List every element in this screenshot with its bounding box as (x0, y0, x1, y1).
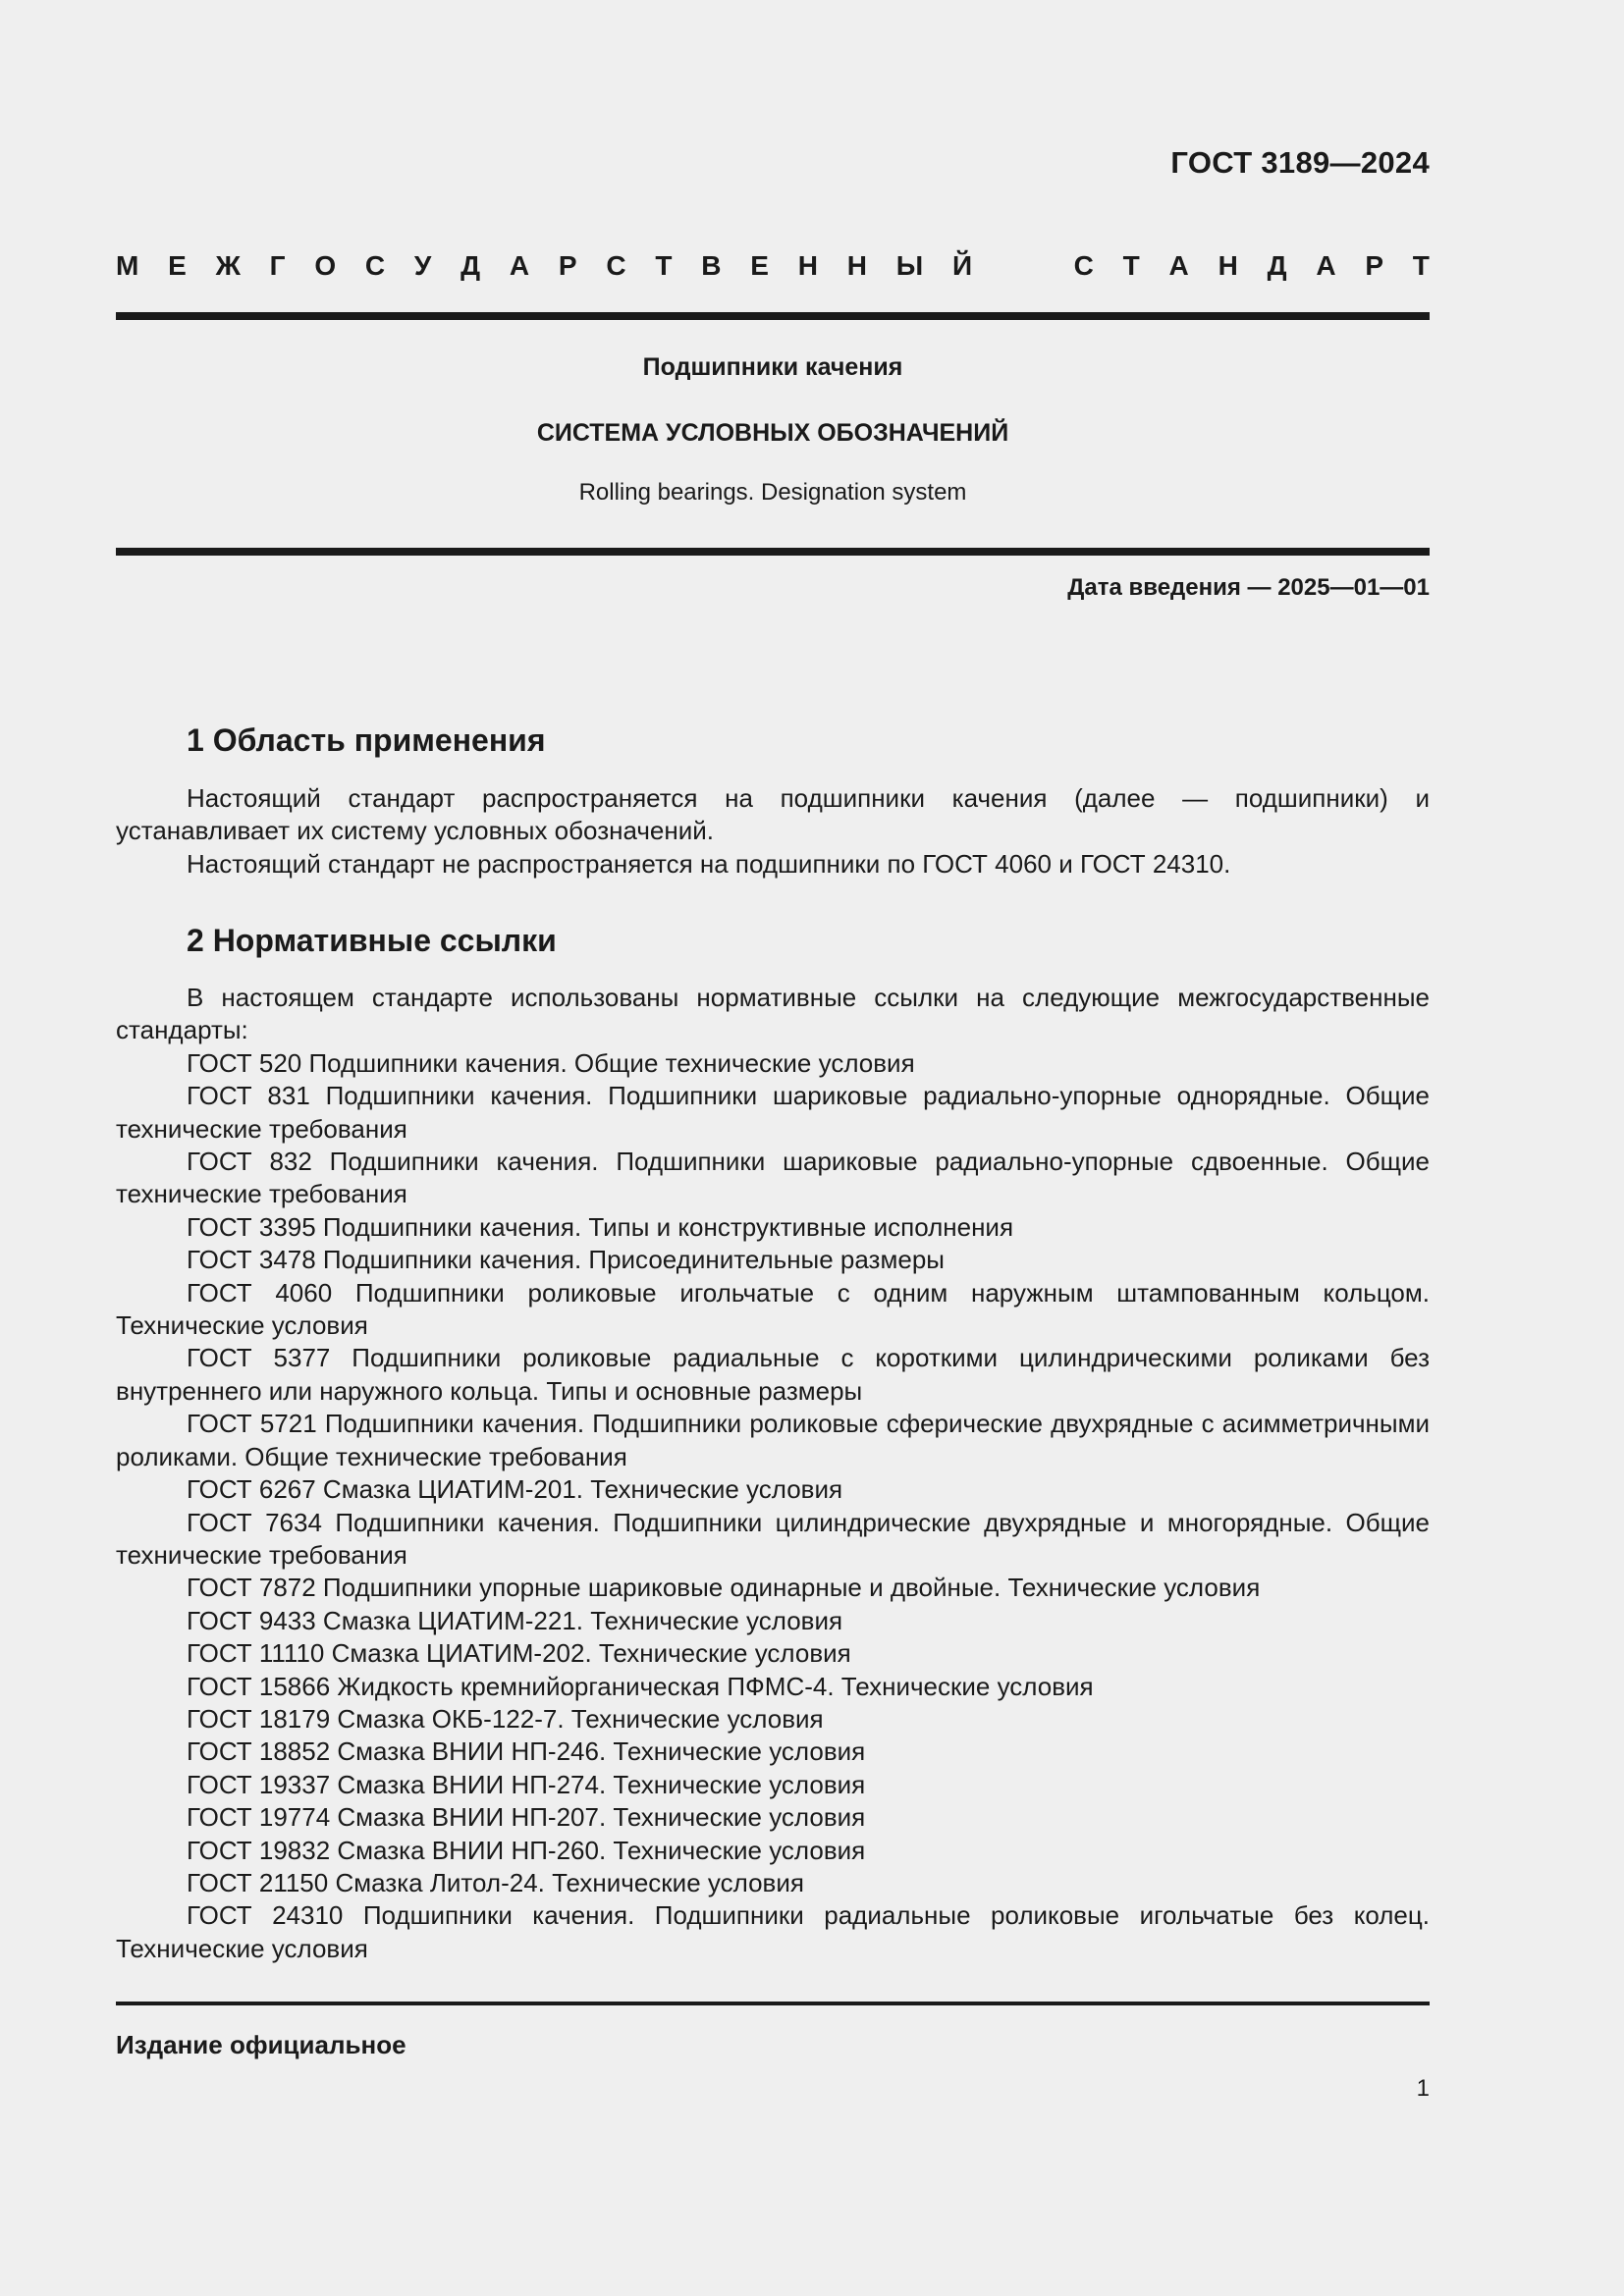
section-1-body (116, 782, 1430, 881)
banner-letter: Е (168, 250, 187, 281)
reference-item: ГОСТ 7634 Подшипники качения. Подшипники цилиндрические двухрядные и многорядные. Общие технические требования (116, 1507, 1430, 1570)
reference-item: ГОСТ 7872 Подшипники упорные шариковые одинарные и двойные. Технические условия (187, 1573, 1261, 1603)
banner-letter: О (314, 250, 337, 281)
banner-letter: Е (750, 250, 769, 281)
reference-item: ГОСТ 3478 Подшипники качения. Присоединительные размеры (187, 1245, 945, 1275)
section-1-paragraph-2: Настоящий стандарт не распространяется на подшипники по ГОСТ 4060 и ГОСТ 24310. (187, 848, 1231, 879)
section-2-heading: 2 Нормативные ссылки (187, 923, 557, 958)
banner-letter: В (701, 250, 722, 281)
banner-letter: А (509, 250, 530, 281)
banner-letter: Н (797, 250, 818, 281)
official-edition-label: Издание официальное (116, 2030, 406, 2059)
reference-item: ГОСТ 5721 Подшипники качения. Подшипники роликовые сферические двухрядные с асимметричными роликами. Общие технические требования (116, 1409, 1430, 1471)
title-line-2: СИСТЕМА УСЛОВНЫХ ОБОЗНАЧЕНИЙ (536, 419, 1009, 447)
reference-item: ГОСТ 520 Подшипники качения. Общие технические условия (187, 1047, 915, 1078)
section-1-heading: 1 Область применения (187, 722, 546, 758)
reference-item: ГОСТ 19337 Смазка ВНИИ НП-274. Технические условия (187, 1769, 866, 1799)
banner-letter: Р (1365, 250, 1384, 281)
banner-letter: Д (1267, 250, 1287, 281)
section-1-paragraph-1: Настоящий стандарт распространяется на подшипники качения (далее — подшипники) и устанавливает их систему условных обозначений. (116, 783, 1430, 846)
banner-letter: Н (846, 250, 867, 281)
reference-item: ГОСТ 9433 Смазка ЦИАТИМ-221. Технические условия (187, 1605, 843, 1635)
banner-letter: Г (269, 250, 286, 281)
section-2-body (116, 982, 1430, 1965)
title-line-1: Подшипники качения (642, 353, 903, 381)
banner-letter: Д (460, 250, 481, 281)
page-number: 1 (1416, 2075, 1430, 2102)
reference-item: ГОСТ 18852 Смазка ВНИИ НП-246. Технические условия (187, 1736, 866, 1767)
banner-letter: У (413, 250, 432, 281)
banner-letter: А (1316, 250, 1336, 281)
banner-letter: А (1168, 250, 1189, 281)
reference-item: ГОСТ 831 Подшипники качения. Подшипники шариковые радиально-упорные однорядные. Общие технические требования (116, 1081, 1430, 1144)
title-english: Rolling bearings. Designation system (578, 479, 967, 506)
section-2-intro: В настоящем стандарте использованы нормативные ссылки на следующие межгосударственные стандарты: (116, 983, 1430, 1045)
reference-item: ГОСТ 18179 Смазка ОКБ-122-7. Технические условия (187, 1703, 824, 1734)
banner-word-gap (1001, 250, 1045, 282)
banner-letter: С (606, 250, 626, 281)
header-rule-top (116, 312, 1430, 320)
banner-letter: С (1073, 250, 1094, 281)
reference-item: ГОСТ 21150 Смазка Литол-24. Технические условия (187, 1867, 804, 1897)
introduction-date: Дата введения — 2025—01—01 (1067, 574, 1430, 601)
reference-item: ГОСТ 15866 Жидкость кремнийорганическая ПФМС-4. Технические условия (187, 1671, 1094, 1701)
reference-item: ГОСТ 3395 Подшипники качения. Типы и конструктивные исполнения (187, 1211, 1014, 1242)
banner-letter: Ж (215, 250, 241, 281)
banner-letter: Т (1122, 250, 1140, 281)
reference-item: ГОСТ 11110 Смазка ЦИАТИМ-202. Технические условия (187, 1638, 851, 1669)
header-rule-bottom (116, 548, 1430, 556)
banner-letter: Т (1412, 250, 1430, 281)
reference-item: ГОСТ 832 Подшипники качения. Подшипники шариковые радиально-упорные сдвоенные. Общие технические требования (116, 1147, 1430, 1209)
reference-item: ГОСТ 5377 Подшипники роликовые радиальные с короткими цилиндрическими роликами без внутреннего или наружного кольца. Типы и основные размеры (116, 1343, 1430, 1406)
banner-letter: Й (951, 250, 973, 281)
reference-item: ГОСТ 24310 Подшипники качения. Подшипники радиальные роликовые игольчатые без колец. Технические условия (116, 1900, 1430, 1963)
banner-letter: Н (1218, 250, 1238, 281)
banner-letter: С (364, 250, 386, 281)
banner-letter: Т (655, 250, 673, 281)
banner-letter: Р (558, 250, 577, 281)
reference-item: ГОСТ 4060 Подшипники роликовые игольчатые с одним наружным штампованным кольцом. Технические условия (116, 1277, 1430, 1341)
reference-item: ГОСТ 6267 Смазка ЦИАТИМ-201. Технические условия (187, 1474, 843, 1505)
banner-letter: Ы (895, 250, 924, 281)
reference-item: ГОСТ 19832 Смазка ВНИИ НП-260. Технические условия (187, 1835, 866, 1865)
standard-type-banner (116, 250, 1430, 282)
banner-letter: М (116, 250, 139, 281)
document-number: ГОСТ 3189—2024 (1170, 145, 1430, 180)
reference-item: ГОСТ 19774 Смазка ВНИИ НП-207. Технические условия (187, 1802, 866, 1833)
footer-rule (116, 2002, 1430, 2005)
